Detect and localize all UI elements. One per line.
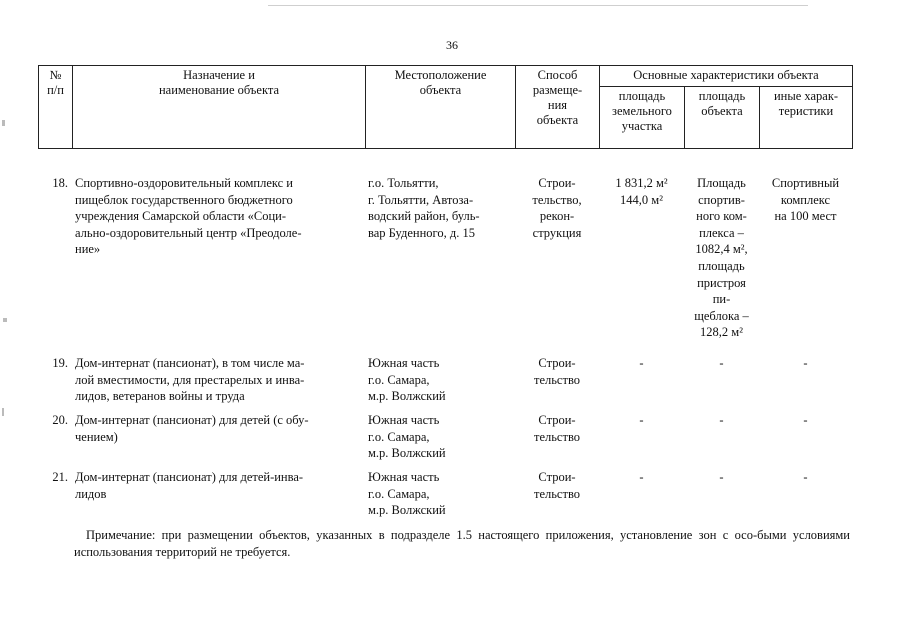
header-method: Способ размеще- ния объекта: [516, 66, 600, 149]
header-num: № п/п: [39, 66, 73, 149]
scan-top-rule: [268, 5, 808, 6]
object-name: Дом-интернат (пансионат) для детей-инва- лидов: [75, 470, 304, 501]
object-name: Спортивно-оздоровительный комплекс и пищеблок государственного бюджетного учреждения Самарской области «Соци- ально-оздоровительный центр «Преодоле- ние»: [75, 176, 302, 257]
header-characteristics: Основные характеристики объекта: [600, 66, 853, 87]
placement-method: Строи- тельство: [533, 356, 581, 387]
other-characteristics: -: [803, 470, 808, 484]
table-body: [38, 175, 866, 526]
row-number: 18.: [52, 176, 68, 190]
object-location: г.о. Тольятти, г. Тольятти, Автоза- водский район, буль- вар Буденного, д. 15: [368, 176, 480, 240]
object-location: Южная часть г.о. Самара, м.р. Волжский: [368, 413, 446, 461]
header-object-area: площадь объекта: [685, 87, 760, 149]
object-location: Южная часть г.о. Самара, м.р. Волжский: [368, 470, 446, 518]
other-characteristics: -: [803, 413, 808, 427]
table-row: [38, 469, 866, 526]
object-area: -: [719, 470, 724, 484]
footnote: Примечание: при размещении объектов, указанных в подразделе 1.5 настоящего приложения, установление зон с осо-быми условиями использования территорий не требуется.: [74, 528, 850, 559]
row-number: 19.: [52, 356, 68, 370]
land-area: -: [639, 356, 644, 370]
object-name: Дом-интернат (пансионат), в том числе ма- лой вместимости, для престарелых и инва- лидов, ветеранов войны и труда: [75, 356, 305, 404]
row-number: 21.: [52, 470, 68, 484]
table-header: [38, 65, 853, 149]
object-area: Площадь спортив- ного ком- плекса – 1082,4 м², площадь пристроя пи- щеблока – 128,2 м²: [694, 176, 749, 340]
object-name: Дом-интернат (пансионат) для детей (с обу- чением): [75, 413, 309, 444]
row-number: 20.: [52, 413, 68, 427]
table-row: [38, 175, 866, 355]
other-characteristics: -: [803, 356, 808, 370]
placement-method: Строи- тельство, рекон- струкция: [532, 176, 582, 240]
object-area: -: [719, 356, 724, 370]
header-location: Местоположение объекта: [366, 66, 516, 149]
page-number: 36: [446, 38, 458, 52]
land-area: -: [639, 470, 644, 484]
header-land-area: площадь земельного участка: [600, 87, 685, 149]
placement-method: Строи- тельство: [533, 470, 581, 501]
other-characteristics: Спортивный комплекс на 100 мест: [771, 176, 840, 224]
land-area: 1 831,2 м² 144,0 м²: [615, 176, 668, 207]
header-other: иные харак- теристики: [760, 87, 853, 149]
scan-speck: [3, 318, 7, 322]
table-row: [38, 412, 866, 469]
header-name: Назначение и наименование объекта: [73, 66, 366, 149]
object-location: Южная часть г.о. Самара, м.р. Волжский: [368, 356, 446, 404]
object-area: -: [719, 413, 724, 427]
placement-method: Строи- тельство: [533, 413, 581, 444]
scan-speck: [2, 408, 4, 416]
scan-speck: [2, 120, 5, 126]
land-area: -: [639, 413, 644, 427]
table-row: [38, 355, 866, 412]
